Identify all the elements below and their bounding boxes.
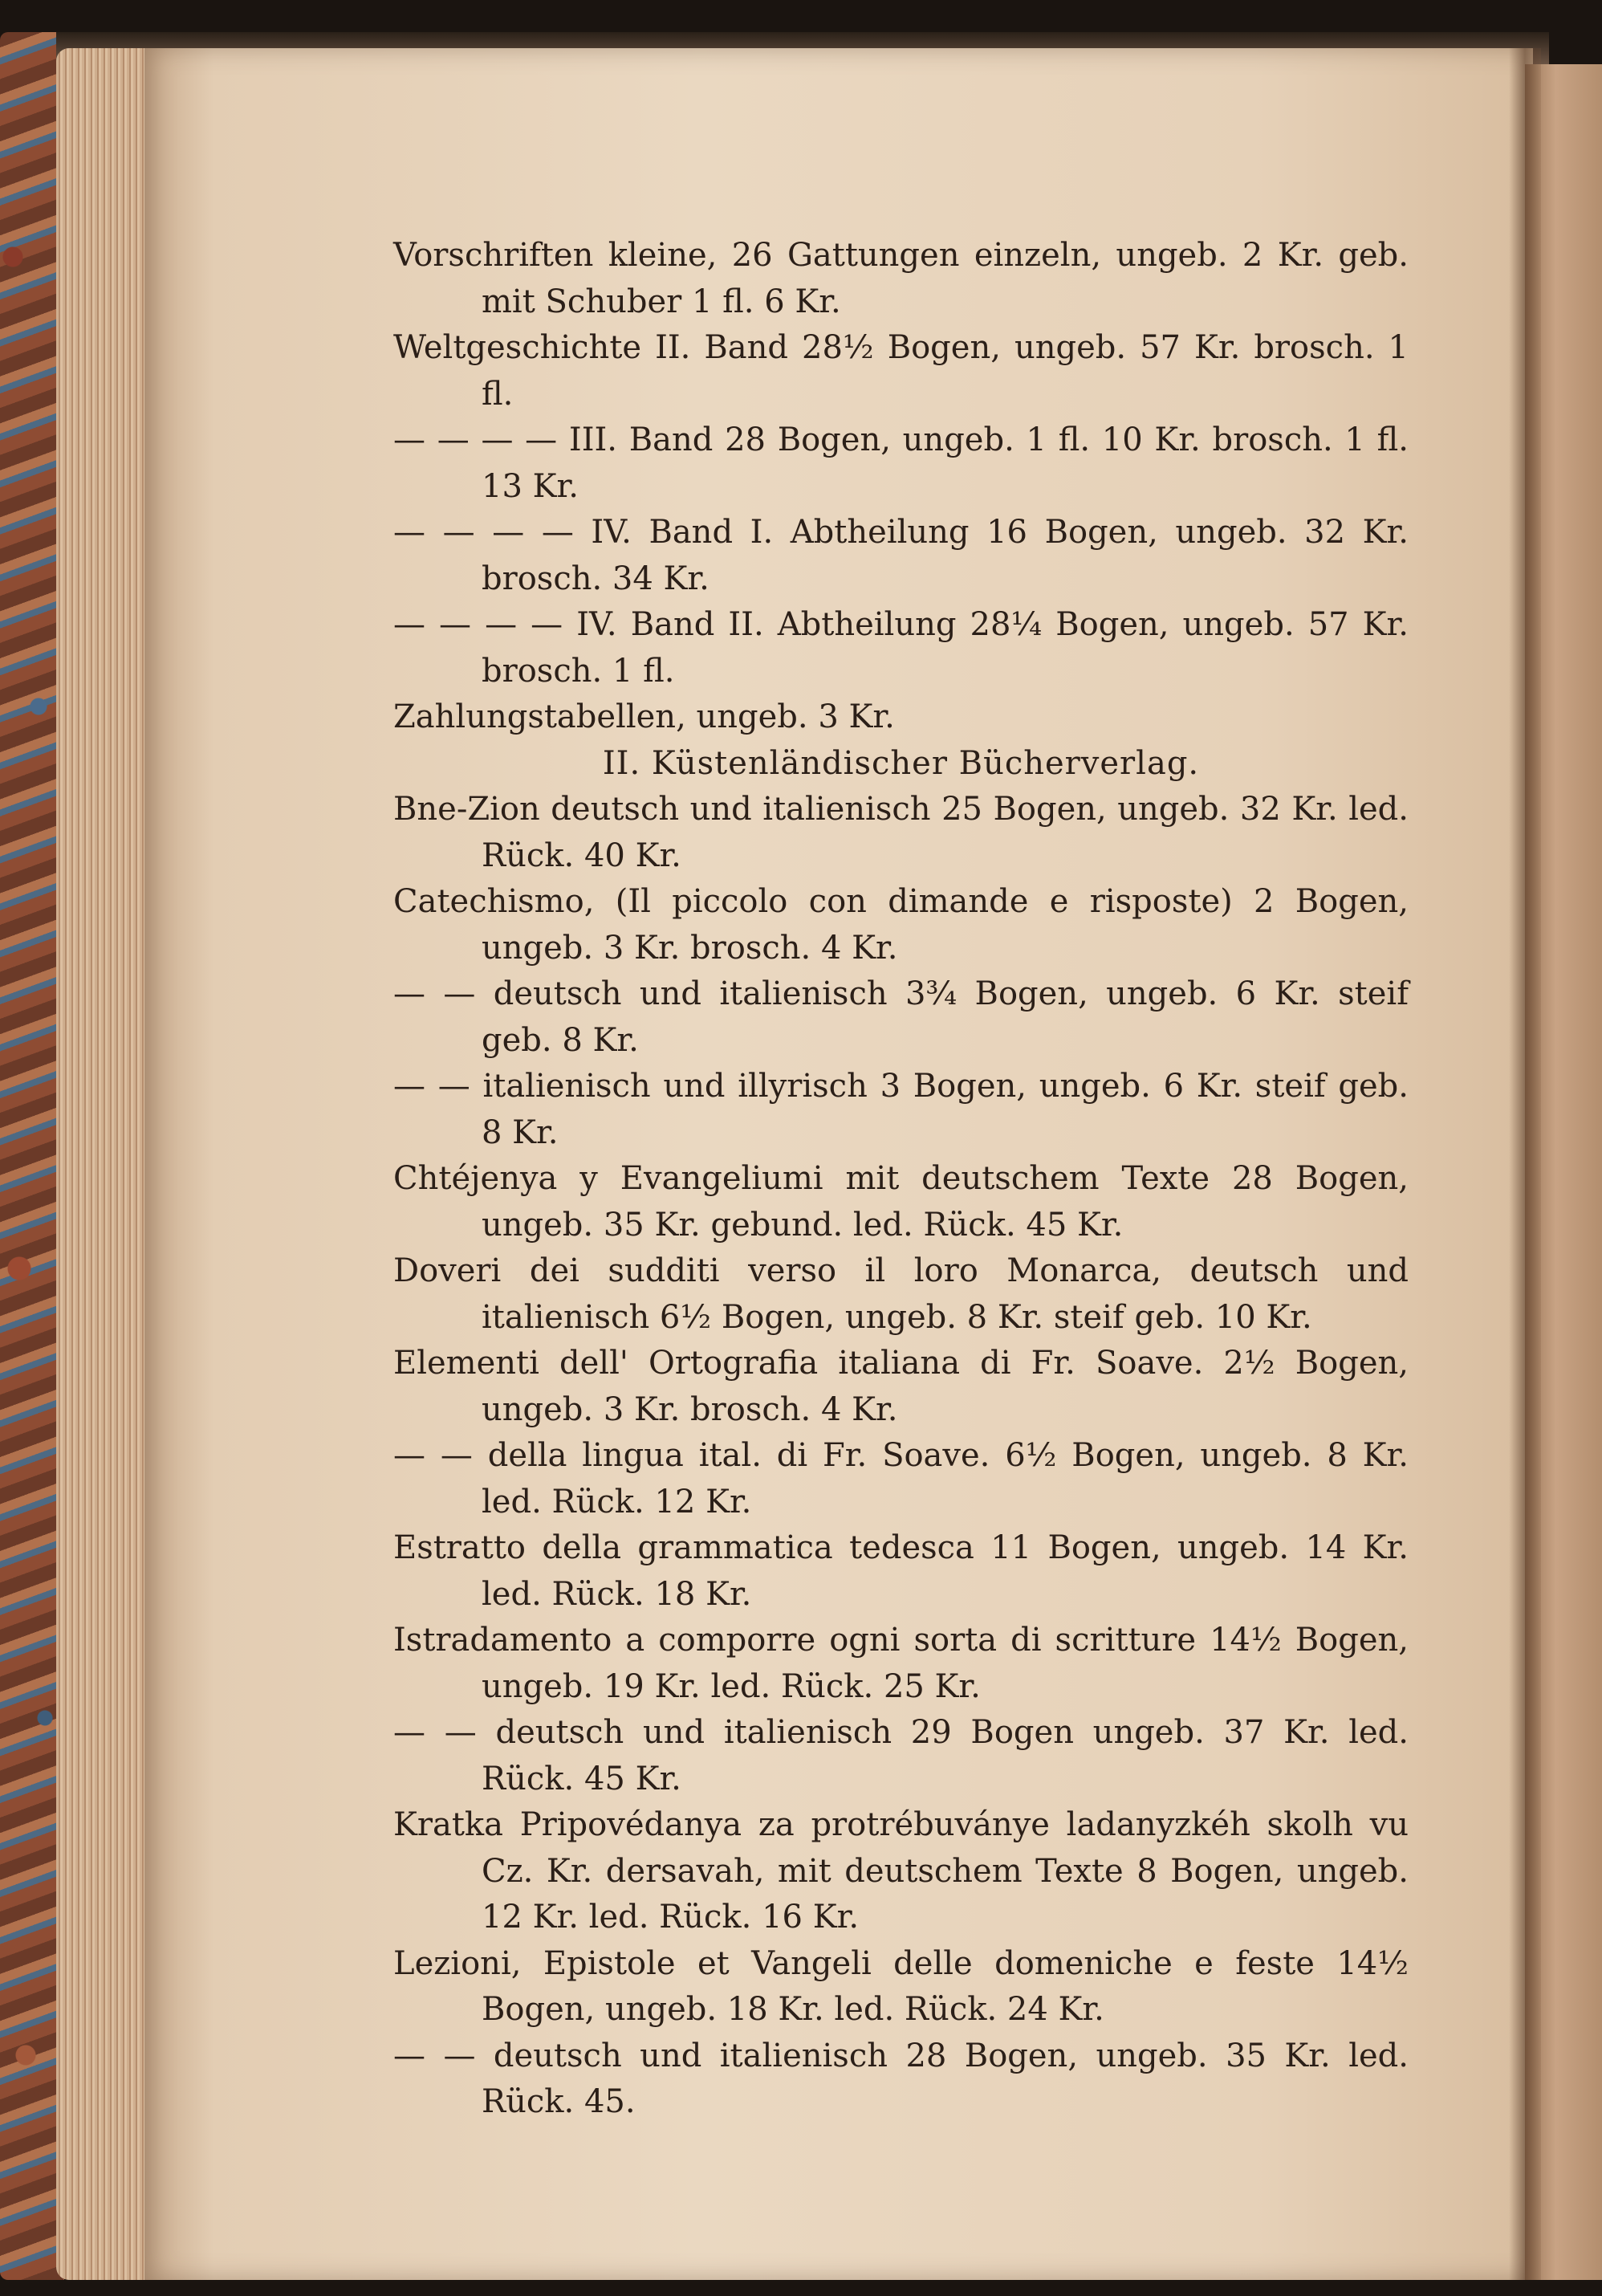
catalog-entry: Chtéjenya y Evangeliumi mit deutschem Texte 28 Bogen, ungeb. 35 Kr. gebund. led. Rück. 45 Kr. [393, 1160, 1409, 1244]
catalog-entry: Estratto della grammatica tedesca 11 Bogen, ungeb. 14 Kr. led. Rück. 18 Kr. [393, 1529, 1409, 1613]
catalog-entry: Weltgeschichte II. Band 28½ Bogen, ungeb. 57 Kr. brosch. 1 fl. [393, 329, 1409, 413]
catalog-entry: — — deutsch und italienisch 28 Bogen, ungeb. 35 Kr. led. Rück. 45. [393, 2037, 1409, 2120]
catalog-entry: — — — — IV. Band II. Abtheilung 28¼ Bogen, ungeb. 57 Kr. brosch. 1 fl. [393, 606, 1409, 690]
marbled-cover [0, 32, 64, 2280]
catalog-entry: Bne-Zion deutsch und italienisch 25 Bogen, ungeb. 32 Kr. led. Rück. 40 Kr. [393, 791, 1409, 874]
catalog-entry: Kratka Pripovédanya za protrébuványe ladanyzkéh skolh vu Cz. Kr. dersavah, mit deutschem Texte 8 Bogen, ungeb. 12 Kr. led. Rück. 16 Kr. [393, 1806, 1409, 1936]
catalog-entry: — — deutsch und italienisch 3¾ Bogen, ungeb. 6 Kr. steif geb. 8 Kr. [393, 975, 1409, 1059]
catalog-entry: Istradamento a comporre ogni sorta di scritture 14½ Bogen, ungeb. 19 Kr. led. Rück. 25 Kr. [393, 1622, 1409, 1705]
catalog-entry: — — della lingua ital. di Fr. Soave. 6½ Bogen, ungeb. 8 Kr. led. Rück. 12 Kr. [393, 1437, 1409, 1520]
catalog-entry: — — italienisch und illyrisch 3 Bogen, ungeb. 6 Kr. steif geb. 8 Kr. [393, 1068, 1409, 1151]
catalog-entry: — — — — IV. Band I. Abtheilung 16 Bogen, ungeb. 32 Kr. brosch. 34 Kr. [393, 514, 1409, 597]
catalog-entry: Vorschriften kleine, 26 Gattungen einzeln, ungeb. 2 Kr. geb. mit Schuber 1 fl. 6 Kr. [393, 237, 1409, 320]
catalog-entry: Doveri dei sudditi verso il loro Monarca, deutsch und italienisch 6½ Bogen, ungeb. 8 Kr. steif geb. 10 Kr. [393, 1252, 1409, 1336]
catalog-entry: — — deutsch und italienisch 29 Bogen ungeb. 37 Kr. led. Rück. 45 Kr. [393, 1714, 1409, 1797]
catalog-entry: Catechismo, (Il piccolo con dimande e risposte) 2 Bogen, ungeb. 3 Kr. brosch. 4 Kr. [393, 883, 1409, 967]
catalog-entry: — — — — III. Band 28 Bogen, ungeb. 1 fl. 10 Kr. brosch. 1 fl. 13 Kr. [393, 421, 1409, 505]
catalog-entry: Zahlungstabellen, ungeb. 3 Kr. [393, 698, 895, 735]
catalog-text [393, 233, 1409, 2126]
catalog-entry: Lezioni, Epistole et Vangeli delle domeniche e feste 14½ Bogen, ungeb. 18 Kr. led. Rück. 24 Kr. [393, 1944, 1409, 2028]
gutter-shadow [1509, 48, 1541, 2280]
catalog-entry: Elementi dell' Ortografia italiana di Fr. Soave. 2½ Bogen, ungeb. 3 Kr. brosch. 4 Kr. [393, 1345, 1409, 1428]
section-heading: II. Küstenländischer Bücherverlag. [602, 744, 1200, 782]
